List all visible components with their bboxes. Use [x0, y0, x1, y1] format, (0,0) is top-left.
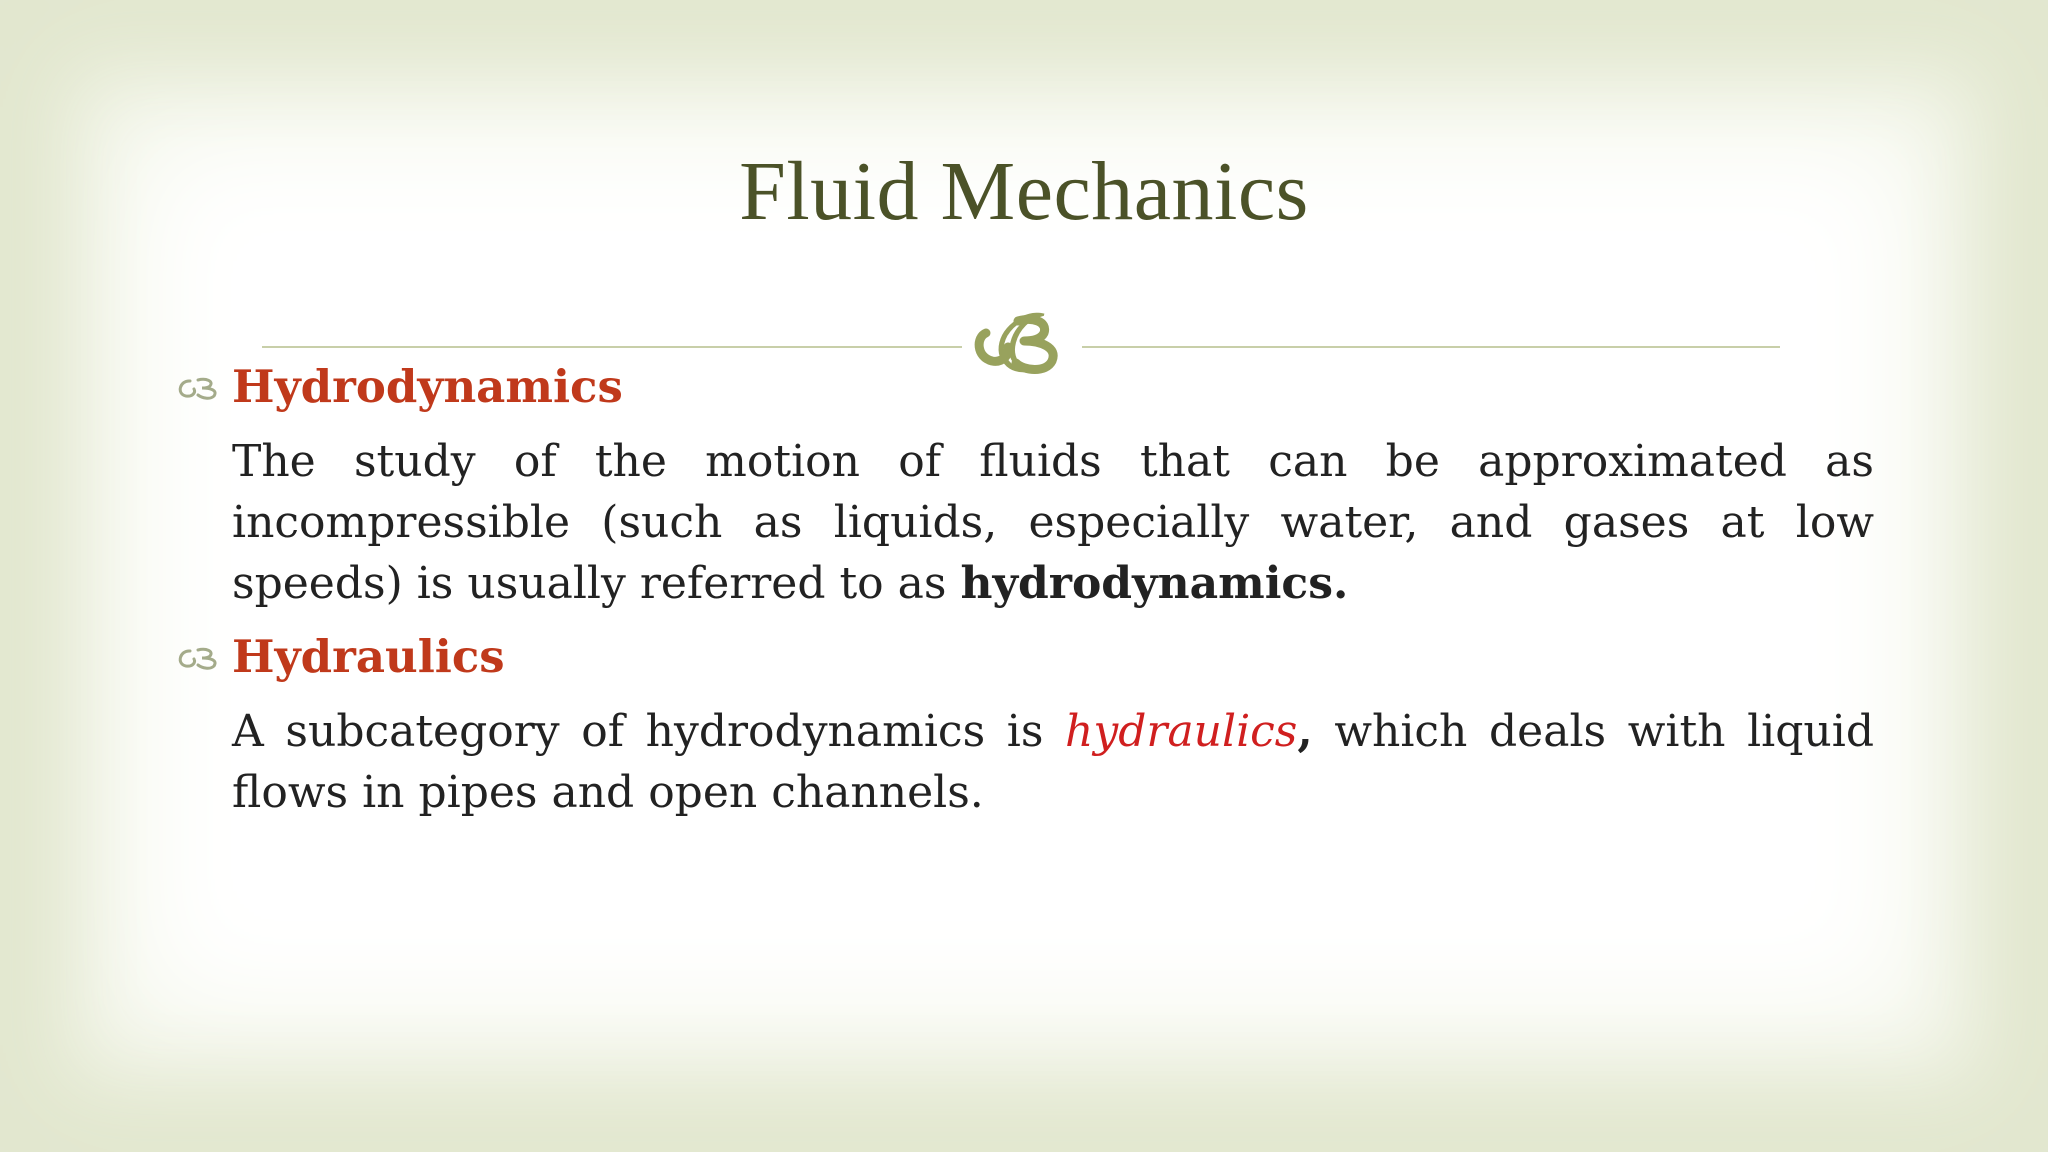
- body-text: A subcategory of hydrodynamics is: [232, 706, 1066, 757]
- bullet-item-hydraulics: [172, 630, 505, 683]
- body-bold-comma: ,: [1297, 706, 1313, 757]
- body-text: The study of the motion of fluids that can be approximated as incompressible (such as liquids, especially water, and gases at low speeds) is usually referred to as: [232, 436, 1874, 609]
- slide-title: Fluid Mechanics: [739, 145, 1309, 238]
- body-bold-term: hydrodynamics.: [960, 558, 1349, 609]
- section-heading: Hydraulics: [232, 630, 505, 683]
- flourish-bullet-icon: [172, 372, 222, 402]
- flourish-bullet-icon: [172, 642, 222, 672]
- bullet-item-hydrodynamics: [172, 360, 623, 413]
- title-divider-left: [262, 346, 962, 348]
- body-text-end: which deals with liquid flows in pipes and open channels.: [232, 706, 1874, 818]
- title-divider-right: [1082, 346, 1780, 348]
- flourish-icon: [962, 303, 1082, 383]
- svg-text:☾: ☾: [987, 303, 1057, 383]
- section-body: [232, 701, 1874, 823]
- body-italic-term: hydraulics: [1065, 706, 1298, 757]
- section-heading: Hydrodynamics: [232, 360, 623, 413]
- section-body: [232, 431, 1874, 614]
